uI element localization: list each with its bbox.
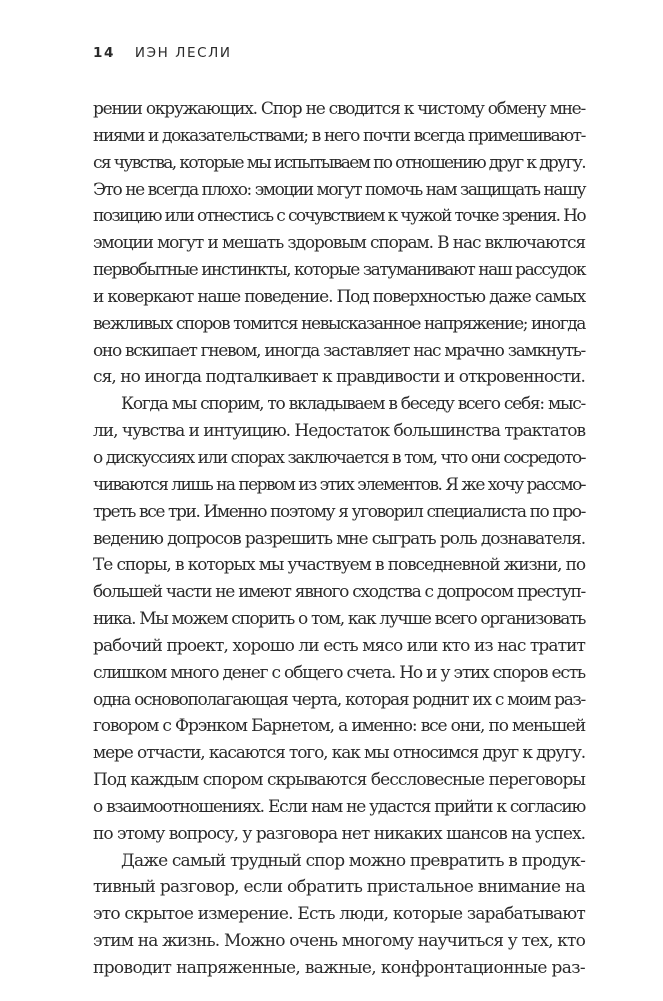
running-head (93, 45, 232, 61)
text-line: вежливых споров томится невысказанное напряжение; иногда (93, 313, 585, 334)
text-line: это скрытое измерение. Есть люди, которые зарабатывают (93, 904, 585, 925)
text-line: чиваются лишь на первом из этих элементов. Я же хочу рассмо- (93, 474, 585, 495)
text-line: Даже самый трудный спор можно превратить в продук- (121, 850, 585, 871)
text-line: слишком много денег с общего счета. Но и у этих споров есть (93, 662, 585, 683)
text-line: и коверкают наше поведение. Под поверхностью даже самых (93, 286, 585, 307)
text-line: этим на жизнь. Можно очень многому научиться у тех, кто (93, 931, 585, 952)
running-head-author: ИЭН ЛЕСЛИ (134, 45, 232, 61)
text-line: говором с Фрэнком Барнетом, а именно: все они, по меньшей (93, 716, 585, 737)
text-line: о дискуссиях или спорах заключается в том, что они сосредото- (93, 447, 585, 468)
text-line: одна основополагающая черта, которая роднит их с моим раз- (93, 689, 585, 710)
paragraph (93, 96, 585, 391)
text-line: первобытные инстинкты, которые затуманивают наш рассудок (93, 260, 585, 281)
text-line: рении окружающих. Спор не сводится к чистому обмену мне- (93, 99, 585, 119)
text-line: ся чувства, которые мы испытываем по отношению друг к другу. (93, 152, 585, 173)
text-line: ниями и доказательствами; в него почти всегда примешивают- (93, 125, 585, 146)
text-line: проводит напряженные, важные, конфронтационные раз- (93, 958, 585, 978)
text-line: по этому вопросу, у разговора нет никаких шансов на успех. (93, 823, 585, 844)
text-line: ли, чувства и интуицию. Недостаток большинства трактатов (93, 421, 585, 442)
text-line: Те споры, в которых мы участвуем в повседневной жизни, по (93, 555, 585, 576)
text-line: Это не всегда плохо: эмоции могут помочь нам защищать нашу (93, 179, 585, 200)
text-line: большей части не имеют явного сходства с допросом преступ- (93, 582, 585, 603)
text-line: эмоции могут и мешать здоровым спорам. В нас включаются (93, 233, 585, 254)
text-line: Когда мы спорим, то вкладываем в беседу всего себя: мыс- (121, 394, 585, 415)
text-line: оно вскипает гневом, иногда заставляет нас мрачно замкнуть- (93, 340, 585, 361)
paragraph (93, 848, 585, 982)
text-line: о взаимоотношениях. Если нам не удастся прийти к согласию (93, 796, 585, 817)
text-line: мере отчасти, касаются того, как мы относимся друг к другу. (93, 743, 585, 764)
text-line: рабочий проект, хорошо ли есть мясо или кто из нас тратит (93, 635, 585, 656)
text-line: позицию или отнестись с сочувствием к чужой точке зрения. Но (93, 206, 585, 227)
body-text (93, 96, 585, 982)
text-line: ника. Мы можем спорить о том, как лучше всего организовать (93, 609, 585, 630)
text-line: Под каждым спором скрываются бессловесные переговоры (93, 770, 585, 791)
text-line: ся, но иногда подталкивает к правдивости и откровенности. (93, 367, 585, 388)
text-line: ведению допросов разрешить мне сыграть роль дознавателя. (93, 528, 585, 549)
text-line: треть все три. Именно поэтому я уговорил специалиста по про- (93, 501, 585, 522)
page-number: 14 (93, 45, 115, 61)
text-line: тивный разговор, если обратить пристальное внимание на (93, 877, 585, 898)
paragraph (93, 391, 585, 847)
